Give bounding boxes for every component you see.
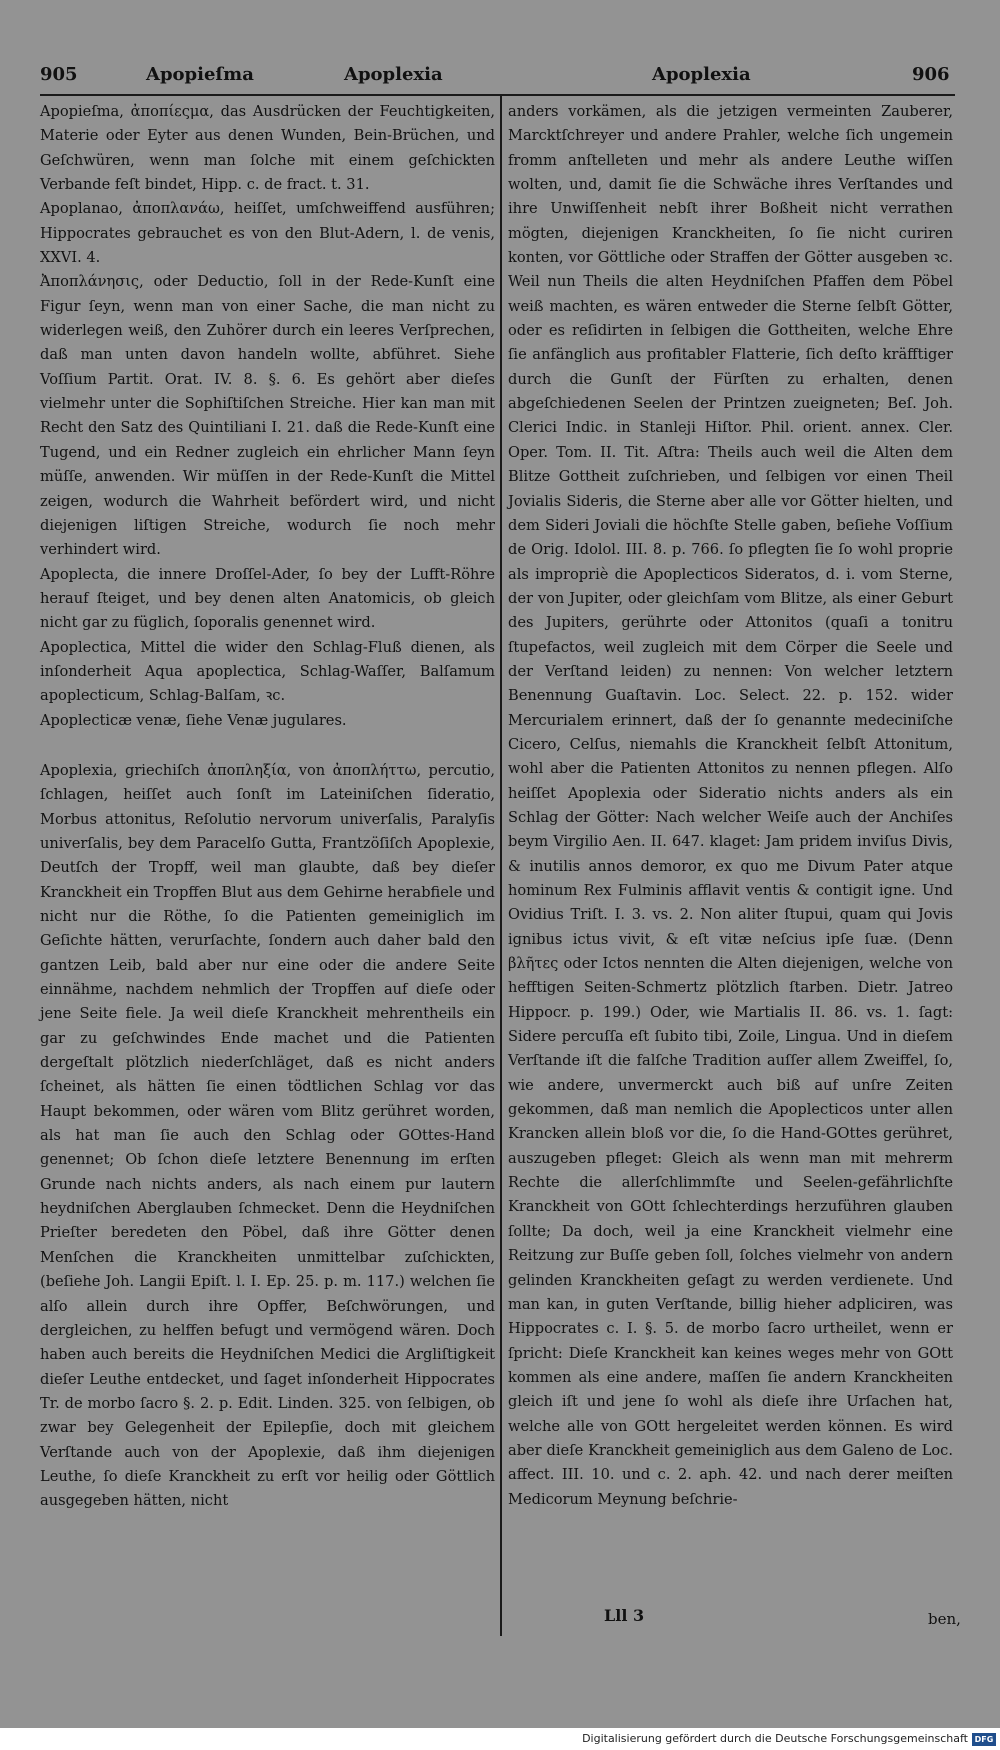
entry-paragraph: Apopieſma, ἀποπίεςμα, das Ausdrücken der Feuchtigkeiten, Materie oder Eyter aus denen Wunden, Bein-Brüchen, und Geſchwüren, wenn man ſolche mit einem geſchickten Verbande feſt bindet, Hipp. c. de fract. t. 31. [40,103,495,194]
running-header [0,64,1000,94]
right-running-head: Apoplexia [652,64,751,85]
right-page-number: 906 [912,64,950,85]
footer-bar [0,1730,1000,1750]
catchword: ben, [928,1610,961,1628]
left-running-head: Apopieſma [146,64,254,85]
entry-paragraph: Apoplecticæ venæ, ſiehe Venæ jugulares. [40,711,347,729]
dfg-logo: DFG [972,1733,996,1746]
right-column [508,100,953,1512]
header-rule [40,94,955,96]
signature-mark: Lll 3 [604,1606,645,1625]
left-column [40,100,495,1514]
funding-notice: Digitalisierung gefördert durch die Deutsche Forschungsgemeinschaft [582,1732,968,1745]
entry-paragraph: Apoplexia, griechiſch ἀποπληξία, von ἀποπλήττω, percutio, ſchlagen, heiſſet auch ſonſt im Lateiniſchen ſideratio, Morbus attonitus, Reſolutio nervorum univerſalis, Paralyſis univerſalis, bey dem Paracelſo Gutta, Frantzöſiſch Apoplexie, Deutſch der Tropff, weil man glaubte, daß bey dieſer Kranckheit ein Tropffen Blut aus dem Gehirne herabfiele und nicht nur die Röthe, ſo die Patienten gemeiniglich im Geſichte hätten, verurſachte, ſondern auch daher bald den gantzen Leib, bald aber nur eine oder die andere Seite einnähme, nachdem nehmlich der Tropffen auf dieſe oder jene Seite fiele. Ja weil dieſe Kranckheit mehrentheils ein gar zu geſchwindes Ende machet und die Patienten dergeſtalt plötzlich niederſchläget, daß es nicht anders ſcheinet, als hätten ſie einen tödtlichen Schlag vor das Haupt bekommen, oder wären vom Blitz gerühret worden, als hat man ſie auch den Schlag oder GOttes-Hand genennet; Ob ſchon dieſe letztere Benennung im erſten Grunde nach nichts anders, als nach einem pur lautern heydniſchen Aberglauben ſchmecket. Denn die Heydniſchen Prieſter beredeten den Pöbel, daß ihre Götter denen Menſchen die Kranckheiten unmittelbar zuſchickten, (beſiehe Joh. Langii Epiſt. l. I. Ep. 25. p. m. 117.) welchen ſie alſo allein durch ihre Opffer, Beſchwörungen, und dergleichen, zu helffen befugt und vermögend wären. Doch haben auch bereits die Heydniſchen Medici die Argliſtigkeit dieſer Leuthe entdecket, und ſaget inſonderheit Hippocrates Tr. de morbo ſacro §. 2. p. Edit. Linden. 325. von ſelbigen, ob zwar bey Gelegenheit der Epilepſie, doch mit gleichem Verſtande auch von der Apoplexie, daß ihm diejenigen Leuthe, ſo dieſe Kranckheit zu erſt vor heilig oder Göttlich ausgegeben hätten, nicht [40,761,495,1510]
entry-paragraph: anders vorkämen, als die jetzigen vermeinten Zauberer, Marcktſchreyer und andere Prahler, welche ſich ungemein fromm anſtelleten und mehr als andere Leuthe wiſſen wolten, und, damit ſie die Schwäche ihres Verſtandes und ihre Unwiſſenheit nebſt ihrer Boßheit nicht verrathen mögten, diejenigen Kranckheiten, ſo ſie nicht curiren konten, vor Göttliche oder Straffen der Götter ausgeben ꝛc. Weil nun Theils die alten Heydniſchen Pfaffen dem Pöbel weiß machten, es wären entweder die Sterne ſelbſt Götter, oder es reſidirten in ſelbigen die Gottheiten, welche Ehre ſie anfänglich aus profitabler Flatterie, ſich deſto kräfftiger durch die Gunſt der Fürſten zu erhalten, denen abgeſchiedenen Seelen der Printzen zueigneten; Beſ. Joh. Clerici Indic. in Stanleji Hiſtor. Phil. orient. annex. Cler. Oper. Tom. II. Tit. Aſtra: Theils auch weil die Alten dem Blitze Gottheit zuſchrieben, und ſelbigen vor einen Theil Jovialis Sideris, die Sterne aber alle vor Götter hielten, und dem Sideri Joviali die höchſte Stelle gaben, beſiehe Voſſium de Orig. Idolol. III. 8. p. 766. ſo pflegten ſie ſo wohl proprie als impropriè die Apoplecticos Sideratos, d. i. vom Sterne, der von Jupiter, oder gleichſam vom Blitze, als einer Geburt des Jupiters, gerührte oder Attonitos (quaſi a tonitru ſtupefactos, weil zugleich mit dem Cörper die Seele und der Verſtand leiden) zu nennen: Von welcher letztern Benennung Guaſtavin. Loc. Select. 22. p. 152. wider Mercurialem erinnert, daß der ſo genannte medeciniſche Cicero, Celſus, niemahls die Kranckheit ſelbſt Attonitum, wohl aber die Patienten Attonitos zu nennen pflegen. Alſo heiſſet Apoplexia oder Sideratio nichts anders als ein Schlag der Götter: Nach welcher Weiſe auch der Anchiſes beym Virgilio Aen. II. 647. klaget: Jam pridem inviſus Divis, & inutilis annos demoror, ex quo me Divum Pater atque hominum Rex Fulminis afflavit ventis & contigit igne. Und Ovidius Triſt. I. 3. vs. 2. Non aliter ſtupui, quam qui Jovis ignibus ictus vivit, & eſt vitæ neſcius ipſe ſuæ. (Denn βλῆτες oder Ictos nennten die Alten diejenigen, welche von hefftigen Seiten-Schmertz plötzlich ſtarben. Dietr. Jatreo Hippocr. p. 199.) Oder, wie Martialis II. 86. vs. 1. ſagt: Sidere percuſſa eſt ſubito tibi, Zoile, Lingua. Und in dieſem Verſtande iſt die falſche Tradition auſſer allem Zweiffel, ſo, wie andere, unvermerckt auch biß auf unſre Zeiten gekommen, daß man nemlich die Apoplecticos unter allen Krancken allein bloß vor die, ſo die Hand-GOttes gerühret, auszugeben pfleget: Gleich als wenn man mit mehrerm Rechte die allerſchlimmſte und Seelen-gefährlichſte Kranckheit von GOtt ſchlechterdings herzuführen glauben ſollte; Da doch, weil ja eine Kranckheit vielmehr eine Reitzung zur Buſſe geben ſoll, ſolches vielmehr von andern gelinden Kranckheiten geſagt zu werden verdienete. Und man kan, in guten Verſtande, billig hieher adpliciren, was Hippocrates c. I. §. 5. de morbo ſacro urtheilet, wenn er ſpricht: Dieſe Kranckheit kan keines weges mehr von GOtt kommen als eine andere, maſſen ſie andern Kranckheiten gleich iſt und jene ſo wohl als dieſe ihre Urſachen hat, welche alle von GOtt hergeleitet werden können. Es wird aber dieſe Kranckheit gemeiniglich aus dem Galeno de Loc. affect. III. 10. und c. 2. aph. 42. und nach derer meiſten Medicorum Meynung beſchrie- [508,103,953,1508]
column-divider [500,96,502,1636]
left-page-number: 905 [40,64,78,85]
center-running-head: Apoplexia [344,64,443,85]
entry-paragraph: Apoplectica, Mittel die wider den Schlag-Fluß dienen, als inſonderheit Aqua apoplectica, Schlag-Waſſer, Balſamum apoplecticum, Schlag-Balſam, ꝛc. [40,638,495,705]
entry-paragraph: Apoplanao, ἀποπλανάω, heiſſet, umſchweiffend ausführen; Hippocrates gebrauchet es von den Blut-Adern, l. de venis, XXVI. 4. [40,200,495,267]
entry-paragraph: Ἀποπλάνησις, oder Deductio, ſoll in der Rede-Kunſt eine Figur ſeyn, wenn man von einer Sache, die man nicht zu widerlegen weiß, den Zuhörer durch ein leeres Verſprechen, daß man unten davon handeln wollte, abführet. Siehe Voſſium Partit. Orat. IV. 8. §. 6. Es gehört aber dieſes vielmehr unter die Sophiſtiſchen Streiche. Hier kan man mit Recht den Satz des Quintiliani I. 21. daß die Rede-Kunſt eine Tugend, und ein Redner zugleich ein ehrlicher Mann ſeyn müſſe, anwenden. Wir müſſen in der Rede-Kunſt die Mittel zeigen, wodurch die Wahrheit befördert wird, und nicht diejenigen liſtigen Streiche, wodurch ſie noch mehr verhindert wird. [40,273,495,559]
entry-paragraph: Apoplecta, die innere Droſſel-Ader, ſo bey der Lufft-Röhre herauf ſteiget, und bey denen alten Anatomicis, ob gleich nicht gar zu füglich, ſoporalis genennet wird. [40,565,495,632]
